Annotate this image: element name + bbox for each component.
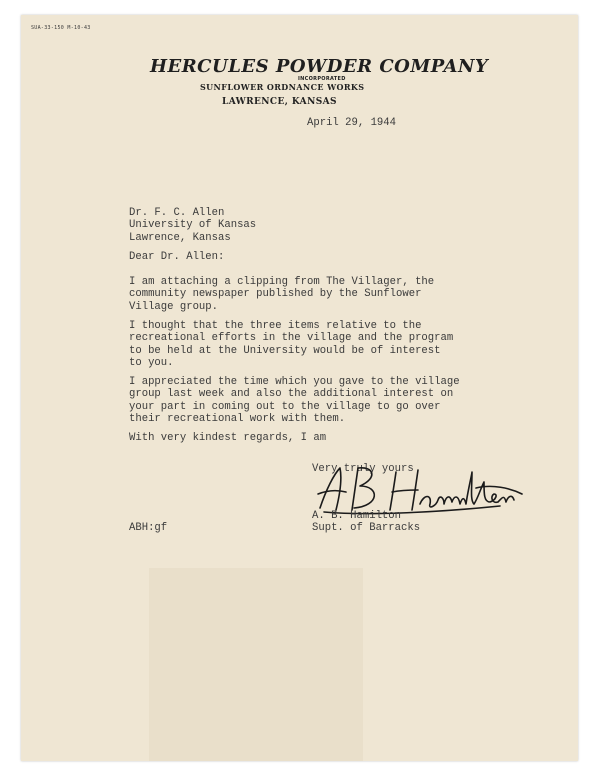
works-name: SUNFLOWER ORDNANCE WORKS — [200, 82, 365, 92]
paragraph-line: your part in coming out to the village to go over — [129, 400, 441, 413]
incorporated-label: INCORPORATED — [298, 76, 346, 82]
signer-title: Supt. of Barracks — [312, 522, 421, 534]
paragraph-line: to you. — [129, 357, 174, 370]
paragraph-line: their recreational work with them. — [129, 413, 346, 426]
letter-date: April 29, 1944 — [307, 117, 397, 129]
form-code: SUA-33-150 M-10-43 — [31, 25, 91, 31]
letterhead-location: LAWRENCE, KANSAS — [222, 97, 337, 107]
paragraph-line: I appreciated the time which you gave to the village — [129, 376, 460, 388]
body-paragraph — [129, 276, 434, 313]
recipient-line: University of Kansas — [129, 219, 257, 232]
body-paragraph — [129, 320, 453, 370]
reference-initials: ABH:gf — [129, 522, 168, 534]
recipient-line: Dr. F. C. Allen — [129, 207, 225, 219]
paragraph-line: I thought that the three items relative to the — [129, 320, 422, 332]
recipient-line: Lawrence, Kansas — [129, 231, 231, 244]
paper-stain — [149, 568, 363, 761]
body-paragraph — [129, 376, 460, 426]
paragraph-line: I am attaching a clipping from The Villager, the — [129, 276, 435, 288]
closing-line: With very kindest regards, I am — [129, 432, 327, 444]
recipient-address — [129, 207, 256, 244]
paragraph-line: community newspaper published by the Sunflower — [129, 288, 422, 301]
signer-name: A. B. Hamilton — [312, 510, 402, 522]
paragraph-line: to be held at the University would be of interest — [129, 344, 441, 357]
company-name: HERCULES POWDER COMPANY — [150, 56, 489, 77]
complimentary-close: Very truly yours — [312, 463, 414, 475]
salutation: Dear Dr. Allen: — [129, 251, 225, 263]
paragraph-line: recreational efforts in the village and the program — [129, 332, 454, 345]
paragraph-line: Village group. — [129, 300, 219, 313]
paragraph-line: group last week and also the additional interest on — [129, 388, 454, 401]
